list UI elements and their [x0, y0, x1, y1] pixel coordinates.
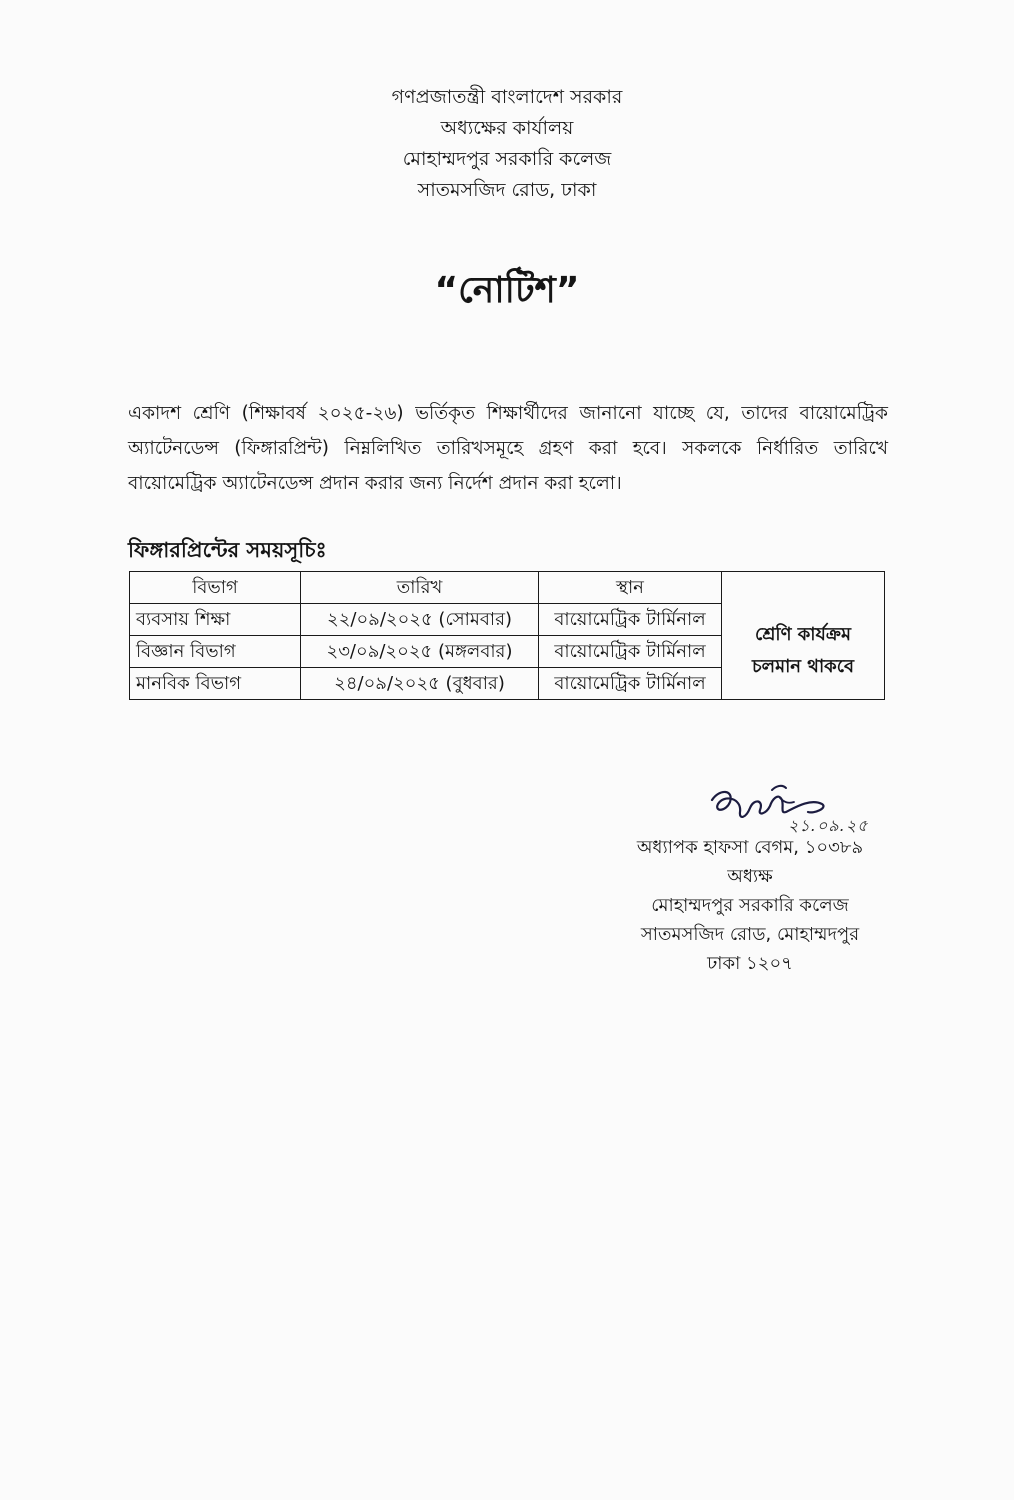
- signature-date: ২১.০৯.২৫: [788, 816, 869, 835]
- college-name: মোহাম্মদপুর সরকারি কলেজ: [402, 148, 612, 170]
- column-header-date: তারিখ: [301, 572, 539, 604]
- row-place: বায়োমেট্রিক টার্মিনাল: [539, 668, 722, 700]
- column-header-department: বিভাগ: [130, 572, 301, 604]
- table-header-row: [130, 572, 885, 604]
- row-date: ২৩/০৯/২০২৫ (মঙ্গলবার): [301, 636, 539, 668]
- signatory-block: [600, 833, 900, 978]
- row-date: ২২/০৯/২০২৫ (সোমবার): [301, 604, 539, 636]
- signatory-address: সাতমসজিদ রোড, মোহাম্মদপুর: [640, 924, 860, 945]
- signatory-designation: অধ্যক্ষ: [727, 866, 773, 887]
- signatory-city: ঢাকা ১২০৭: [707, 953, 793, 974]
- schedule-heading: ফিঙ্গারপ্রিন্টের সময়সূচিঃ: [128, 538, 327, 562]
- govt-name: গণপ্রজাতন্ত্রী বাংলাদেশ সরকার: [391, 86, 623, 108]
- signatory-college: মোহাম্মদপুর সরকারি কলেজ: [651, 895, 849, 916]
- office-name: অধ্যক্ষের কার্যালয়: [440, 117, 574, 139]
- college-address: সাতমসজিদ রোড, ঢাকা: [417, 179, 597, 201]
- row-place: বায়োমেট্রিক টার্মিনাল: [539, 604, 722, 636]
- row-place: বায়োমেট্রিক টার্মিনাল: [539, 636, 722, 668]
- table-row: [130, 604, 885, 636]
- letterhead: [0, 82, 1014, 206]
- row-date: ২৪/০৯/২০২৫ (বুধবার): [301, 668, 539, 700]
- row-department: বিজ্ঞান বিভাগ: [130, 636, 301, 668]
- notice-body: একাদশ শ্রেণি (শিক্ষাবর্ষ ২০২৫-২৬) ভর্তিকৃত শিক্ষার্থীদের জানানো যাচ্ছে যে, তাদের বায়োমেট্রিক অ্যাটেনডেন্স (ফিঙ্গারপ্রিন্ট) নিম্নলিখিত তারিখসমূহে গ্রহণ করা হবে। সকলকে নির্ধারিত তারিখে বায়োমেট্রিক অ্যাটেনডেন্স প্রদান করার জন্য নির্দেশ প্রদান করা হলো।: [128, 403, 888, 494]
- row-department: ব্যবসায় শিক্ষা: [130, 604, 301, 636]
- signatory-name: অধ্যাপক হাফসা বেগম, ১০৩৮৯: [636, 837, 864, 858]
- column-header-blank: [722, 572, 885, 604]
- column-header-place: স্থান: [539, 572, 722, 604]
- schedule-table: [129, 571, 885, 700]
- class-activity-note: শ্রেণি কার্যক্রম চলমান থাকবে: [722, 604, 885, 700]
- row-department: মানবিক বিভাগ: [130, 668, 301, 700]
- notice-title: “নোটিশ”: [434, 270, 580, 311]
